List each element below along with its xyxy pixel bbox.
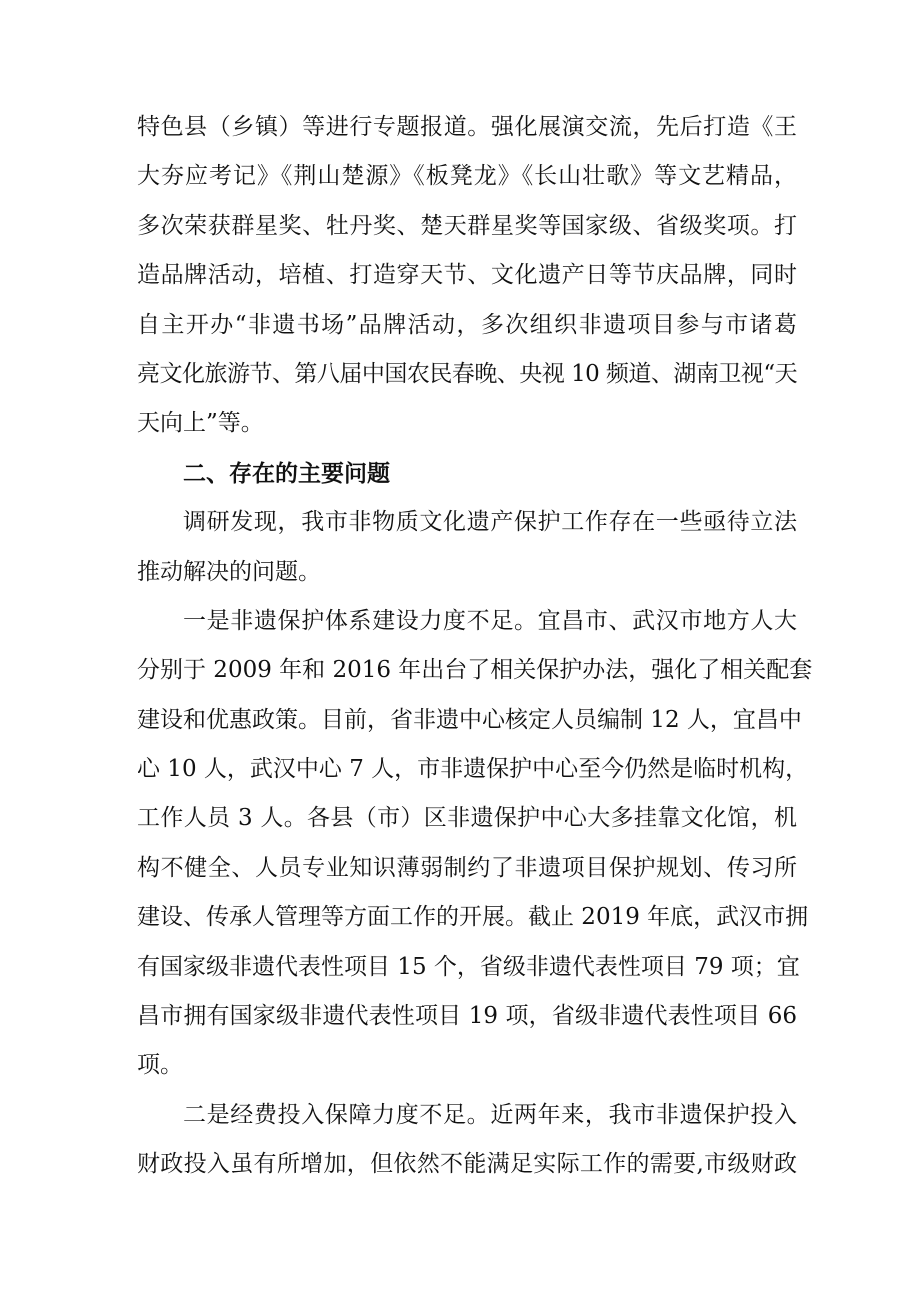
text-line: 有国家级非遗代表性项目 15 个，省级非遗代表性项目 79 项；宜	[137, 953, 800, 980]
text-line: 特色县（乡镇）等进行专题报道。强化展演交流，先后打造《王	[137, 114, 797, 140]
text-line: 自主开办“非遗书场”品牌活动，多次组织非遗项目参与市诸葛	[137, 311, 797, 338]
heading-text: 二、存在的主要问题	[183, 459, 390, 487]
text-line: 多次荣获群星奖、牡丹奖、楚天群星奖等国家级、省级奖项。打	[137, 212, 797, 239]
text-line: 亮文化旅游节、第八届中国农民春晚、央视 10 频道、湖南卫视“天	[137, 360, 797, 387]
section-heading	[137, 449, 797, 498]
text-line: 财政投入虽有所增加，但依然不能满足实际工作的需要,市级财政	[137, 1151, 797, 1178]
text-line: 构不健全、人员专业知识薄弱制约了非遗项目保护规划、传习所	[137, 854, 797, 881]
paragraph-intro	[137, 498, 797, 597]
paragraph-first-problem	[137, 597, 813, 1091]
text-line: 大夯应考记》《荆山楚源》《板凳龙》《长山壮歌》等文艺精品，	[137, 163, 797, 190]
text-line: 建设、传承人管理等方面工作的开展。截止 2019 年底，武汉市拥	[137, 904, 809, 931]
paragraph-second-problem	[137, 1091, 797, 1190]
text-line: 调研发现，我市非物质文化遗产保护工作存在一些亟待立法	[183, 509, 797, 536]
text-line: 天向上”等。	[137, 410, 264, 437]
text-line: 二是经费投入保障力度不足。近两年来，我市非遗保护投入	[183, 1101, 797, 1128]
text-line: 心 10 人，武汉中心 7 人，市非遗保护中心至今仍然是临时机构，	[137, 756, 809, 783]
text-line: 一是非遗保护体系建设力度不足。宜昌市、武汉市地方人大	[183, 607, 797, 634]
text-line: 昌市拥有国家级非遗代表性项目 19 项，省级非遗代表性项目 66	[137, 1003, 797, 1030]
text-line: 推动解决的问题。	[137, 558, 321, 585]
paragraph-continuation	[137, 103, 797, 449]
text-line: 分别于 2009 年和 2016 年出台了相关保护办法，强化了相关配套	[137, 657, 813, 684]
text-line: 建设和优惠政策。目前，省非遗中心核定人员编制 12 人，宜昌中	[137, 706, 802, 733]
document-body	[137, 103, 813, 1190]
text-line: 造品牌活动，培植、打造穿天节、文化遗产日等节庆品牌，同时	[137, 262, 797, 289]
text-line: 工作人员 3 人。各县（市）区非遗保护中心大多挂靠文化馆，机	[137, 805, 797, 832]
text-line: 项。	[137, 1052, 183, 1079]
